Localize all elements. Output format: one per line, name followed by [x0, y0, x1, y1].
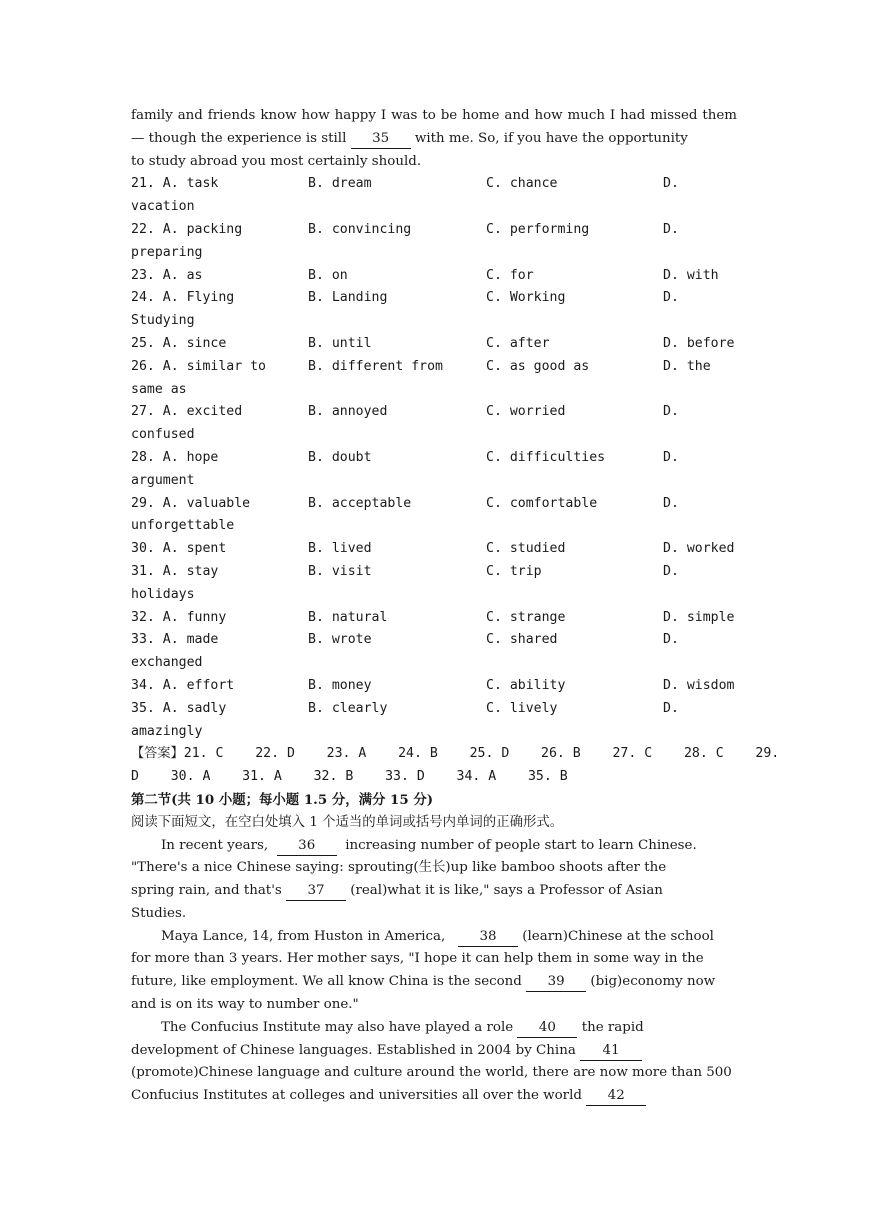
- option-a: 25. A. since: [131, 335, 227, 351]
- option-d-wrap: same as: [131, 381, 187, 397]
- option-b: B. visit: [308, 563, 372, 579]
- option-c: C. shared: [486, 632, 558, 648]
- question-options: [131, 629, 737, 652]
- option-a: 23. A. as: [131, 267, 203, 283]
- option-d: D. with: [663, 267, 719, 283]
- question-options: [131, 698, 737, 721]
- passage-line: — though the experience is still 35 with me. So, if you have the opportunity: [131, 128, 737, 151]
- question-options: [131, 265, 737, 288]
- passage-line: for more than 3 years. Her mother says, "I hope it can help them in some way in the: [131, 951, 704, 967]
- option-d-wrap: preparing: [131, 244, 203, 260]
- question-list: [131, 173, 737, 743]
- passage-line: and is on its way to number one.": [131, 997, 359, 1013]
- passage-line: Confucius Institutes at colleges and universities all over the world 42: [131, 1085, 737, 1108]
- passage-line: development of Chinese languages. Established in 2004 by China 41: [131, 1040, 737, 1063]
- passage-line: Maya Lance, 14, from Huston in America, 38 (learn)Chinese at the school: [131, 926, 737, 949]
- section-heading: 第二节(共 10 小题；每小题 1.5 分，满分 15 分): [131, 791, 434, 808]
- option-c: C. for: [486, 267, 534, 283]
- question-options: [131, 675, 737, 698]
- option-d: D. wisdom: [663, 677, 735, 693]
- question-options: [131, 219, 737, 242]
- option-c: C. after: [486, 335, 550, 351]
- option-c: C. studied: [486, 541, 566, 557]
- answer-line: 【答案】21. C 22. D 23. A 24. B 25. D 26. B 27. C 28. C 29.: [131, 746, 780, 762]
- option-d: D. worked: [663, 541, 735, 557]
- option-a: 29. A. valuable: [131, 495, 251, 511]
- option-c: C. lively: [486, 700, 558, 716]
- option-d-wrap: vacation: [131, 199, 195, 215]
- option-d-wrap: exchanged: [131, 655, 203, 671]
- option-c: C. chance: [486, 176, 558, 192]
- question-options: [131, 287, 737, 310]
- option-c: C. trip: [486, 563, 542, 579]
- option-a: 33. A. made: [131, 632, 219, 648]
- question-options: [131, 173, 737, 196]
- option-b: B. lived: [308, 541, 372, 557]
- option-d: D.: [663, 700, 679, 716]
- option-a: 32. A. funny: [131, 609, 227, 625]
- option-d: D. simple: [663, 609, 735, 625]
- option-d: D.: [663, 632, 679, 648]
- option-b: B. Landing: [308, 290, 388, 306]
- option-d: D. before: [663, 335, 735, 351]
- option-d: D.: [663, 176, 679, 192]
- option-d-wrap: argument: [131, 472, 195, 488]
- passage-line: future, like employment. We all know China is the second 39 (big)economy now: [131, 971, 737, 994]
- blank-41: 41: [580, 1042, 642, 1061]
- passage-line: spring rain, and that's 37 (real)what it is like," says a Professor of Asian: [131, 880, 737, 903]
- option-c: C. ability: [486, 677, 566, 693]
- option-d-wrap: holidays: [131, 586, 195, 602]
- option-b: B. on: [308, 267, 348, 283]
- option-c: C. difficulties: [486, 449, 606, 465]
- option-b: B. acceptable: [308, 495, 412, 511]
- blank-39: 39: [526, 973, 586, 992]
- option-a: 34. A. effort: [131, 677, 235, 693]
- answer-line: D 30. A 31. A 32. B 33. D 34. A 35. B: [131, 769, 568, 785]
- question-options: [131, 561, 737, 584]
- blank-37: 37: [286, 882, 346, 901]
- passage-line: The Confucius Institute may also have played a role 40 the rapid: [131, 1017, 737, 1040]
- option-b: B. clearly: [308, 700, 388, 716]
- passage-line: family and friends know how happy I was to be home and how much I had missed them: [131, 108, 737, 123]
- option-a: 35. A. sadly: [131, 700, 227, 716]
- passage-line: In recent years, 36 increasing number of people start to learn Chinese.: [131, 835, 737, 858]
- section-instruction: 阅读下面短文，在空白处填入 1 个适当的单词或括号内单词的正确形式。: [131, 814, 564, 830]
- blank-42: 42: [586, 1087, 646, 1106]
- question-options: [131, 401, 737, 424]
- option-b: B. annoyed: [308, 404, 388, 420]
- option-d: D. the: [663, 358, 711, 374]
- question-options: [131, 333, 737, 356]
- option-b: B. different from: [308, 358, 443, 374]
- question-options: [131, 447, 737, 470]
- question-options: [131, 493, 737, 516]
- option-d: D.: [663, 290, 679, 306]
- document-page: [131, 105, 780, 1108]
- option-a: 26. A. similar to: [131, 358, 266, 374]
- passage-line: (promote)Chinese language and culture around the world, there are now more than 500: [131, 1065, 732, 1081]
- blank-35: 35: [351, 130, 411, 149]
- blank-40: 40: [517, 1019, 577, 1038]
- option-d-wrap: confused: [131, 427, 195, 443]
- option-a: 21. A. task: [131, 176, 219, 192]
- option-b: B. convincing: [308, 221, 412, 237]
- option-d: D.: [663, 404, 679, 420]
- option-b: B. wrote: [308, 632, 372, 648]
- option-b: B. until: [308, 335, 372, 351]
- option-d: D.: [663, 563, 679, 579]
- option-a: 22. A. packing: [131, 221, 243, 237]
- option-b: B. doubt: [308, 449, 372, 465]
- option-a: 27. A. excited: [131, 404, 243, 420]
- option-c: C. comfortable: [486, 495, 598, 511]
- option-a: 28. A. hope: [131, 449, 219, 465]
- option-d: D.: [663, 221, 679, 237]
- option-c: C. as good as: [486, 358, 590, 374]
- question-options: [131, 538, 737, 561]
- blank-36: 36: [277, 837, 337, 856]
- option-c: C. worried: [486, 404, 566, 420]
- option-c: C. Working: [486, 290, 566, 306]
- passage-line: to study abroad you most certainly should.: [131, 153, 422, 169]
- option-d-wrap: unforgettable: [131, 518, 235, 534]
- option-d: D.: [663, 449, 679, 465]
- option-b: B. money: [308, 677, 372, 693]
- passage-line: "There's a nice Chinese saying: sprouting(生长)up like bamboo shoots after the: [131, 860, 667, 876]
- option-d: D.: [663, 495, 679, 511]
- option-a: 31. A. stay: [131, 563, 219, 579]
- option-c: C. strange: [486, 609, 566, 625]
- option-c: C. performing: [486, 221, 590, 237]
- option-a: 30. A. spent: [131, 541, 227, 557]
- question-options: [131, 356, 737, 379]
- option-b: B. dream: [308, 176, 372, 192]
- option-d-wrap: amazingly: [131, 723, 203, 739]
- question-options: [131, 607, 737, 630]
- option-a: 24. A. Flying: [131, 290, 235, 306]
- passage-line: Studies.: [131, 905, 187, 921]
- option-b: B. natural: [308, 609, 388, 625]
- blank-38: 38: [458, 928, 518, 947]
- option-d-wrap: Studying: [131, 313, 195, 329]
